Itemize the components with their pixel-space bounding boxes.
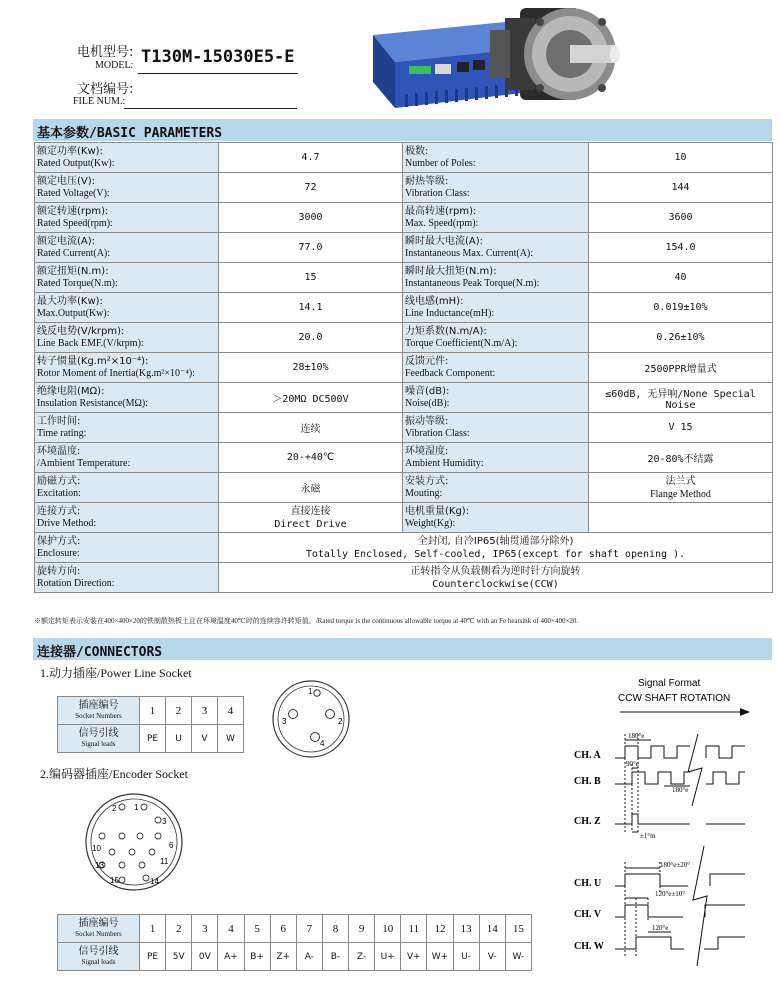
ch-u-wave bbox=[615, 874, 688, 886]
power-pin-table bbox=[57, 696, 244, 753]
param-value: 0.26±10% bbox=[589, 323, 773, 353]
encoder-number-row bbox=[58, 915, 532, 943]
param-row bbox=[35, 293, 773, 323]
power-num-cell: 3 bbox=[192, 697, 218, 725]
encoder-num-cell: 15 bbox=[505, 915, 531, 943]
param-value: 直接连接 Direct Drive bbox=[219, 503, 403, 533]
channel-label: CH. U bbox=[574, 878, 602, 889]
basic-parameters-table bbox=[34, 142, 773, 593]
model-label-cn: 电机型号: bbox=[77, 45, 134, 60]
channel-label: CH. A bbox=[574, 750, 601, 761]
power-sig-cell: U bbox=[166, 725, 192, 753]
encoder-signal-row bbox=[58, 943, 532, 971]
param-key: 噪音(dB): Noise(dB): bbox=[403, 383, 589, 413]
param-value: ≤60dB, 无异响/None Special Noise bbox=[589, 383, 773, 413]
connectors-title: 连接器/CONNECTORS bbox=[37, 645, 163, 660]
encoder-pin-label: 14 bbox=[150, 877, 159, 886]
param-value: 全封闭, 自冷IP65(轴贯通部分除外) Totally Enclosed, Self-cooled, IP65(except for shaft opening ). bbox=[219, 533, 773, 563]
param-key: 额定转速(rpm): Rated Speed(rpm): bbox=[35, 203, 219, 233]
param-key: 旋转方向: Rotation Direction: bbox=[35, 563, 219, 593]
param-value: 15 bbox=[219, 263, 403, 293]
servo-motor-icon bbox=[490, 8, 620, 100]
encoder-sig-cell: W- bbox=[505, 943, 531, 971]
encoder-sig-cell: 0V bbox=[192, 943, 218, 971]
param-key: 最高转速(rpm): Max. Speed(rpm): bbox=[403, 203, 589, 233]
power-num-cell: 1 bbox=[140, 697, 166, 725]
product-image bbox=[365, 0, 625, 115]
channel-label: CH. B bbox=[574, 776, 601, 787]
param-key: 瞬时最大电流(A): Instantaneous Max. Current(A): bbox=[403, 233, 589, 263]
param-value: 法兰式 Flange Method bbox=[589, 473, 773, 503]
param-value: 40 bbox=[589, 263, 773, 293]
param-value: 14.1 bbox=[219, 293, 403, 323]
param-key: 安装方式: Mouting: bbox=[403, 473, 589, 503]
encoder-header-numbers: 插座编号 Socket Numbers bbox=[58, 915, 140, 943]
param-value: 4.7 bbox=[219, 143, 403, 173]
phase-annotation: 180°e bbox=[672, 786, 689, 794]
basic-parameters-header bbox=[33, 119, 772, 141]
encoder-sig-cell: W+ bbox=[427, 943, 453, 971]
encoder-socket-diagram bbox=[82, 790, 186, 894]
param-key: 额定功率(Kw): Rated Output(Kw): bbox=[35, 143, 219, 173]
param-value: 154.0 bbox=[589, 233, 773, 263]
param-key: 瞬时最大扭矩(N.m): Instantaneous Peak Torque(N.m): bbox=[403, 263, 589, 293]
param-row-wide bbox=[35, 533, 773, 563]
param-row bbox=[35, 233, 773, 263]
encoder-sig-cell: U- bbox=[453, 943, 479, 971]
param-row bbox=[35, 173, 773, 203]
basic-parameters-title: 基本参数/BASIC PARAMETERS bbox=[37, 126, 223, 141]
encoder-num-cell: 10 bbox=[375, 915, 401, 943]
param-value: 3000 bbox=[219, 203, 403, 233]
param-key: 反馈元件: Feedback Component: bbox=[403, 353, 589, 383]
encoder-num-cell: 5 bbox=[244, 915, 270, 943]
signal-format-diagram bbox=[560, 672, 770, 992]
signal-subtitle: CCW SHAFT ROTATION bbox=[618, 693, 731, 704]
encoder-sig-cell: Z+ bbox=[270, 943, 296, 971]
param-value: 20-+40℃ bbox=[219, 443, 403, 473]
param-key: 绝缘电阻(MΩ): Insulation Resistance(MΩ): bbox=[35, 383, 219, 413]
encoder-sig-cell: PE bbox=[140, 943, 166, 971]
phase-annotation: 180°e bbox=[628, 732, 645, 740]
param-value: 10 bbox=[589, 143, 773, 173]
ch-a-wave bbox=[615, 746, 690, 758]
model-label-en: MODEL: bbox=[95, 60, 134, 71]
param-row bbox=[35, 323, 773, 353]
ch-b-wave bbox=[615, 772, 690, 784]
encoder-sig-cell: V+ bbox=[401, 943, 427, 971]
encoder-pin-label: 10 bbox=[92, 844, 101, 853]
power-number-row bbox=[58, 697, 244, 725]
direction-arrow-icon bbox=[740, 708, 750, 716]
param-row bbox=[35, 143, 773, 173]
channel-label: CH. V bbox=[574, 909, 602, 920]
encoder-pin-label: 2 bbox=[112, 804, 117, 813]
power-header-numbers: 插座编号 Socket Numbers bbox=[58, 697, 140, 725]
file-label-en: FILE NUM.: bbox=[73, 96, 126, 107]
file-label-cn: 文档编号: bbox=[77, 82, 134, 97]
param-value: ＞20MΩ DC500V bbox=[219, 383, 403, 413]
param-key: 极数: Number of Poles: bbox=[403, 143, 589, 173]
ch-z-wave bbox=[615, 814, 690, 824]
param-value: 0.019±10% bbox=[589, 293, 773, 323]
param-key: 额定电压(V): Rated Voltage(V): bbox=[35, 173, 219, 203]
param-value: 72 bbox=[219, 173, 403, 203]
param-value: 连续 bbox=[219, 413, 403, 443]
param-value: 144 bbox=[589, 173, 773, 203]
power-socket-diagram bbox=[270, 678, 352, 760]
encoder-sig-cell: Z- bbox=[349, 943, 375, 971]
connectors-header bbox=[33, 638, 772, 660]
param-key: 振动等级: Vibration Class: bbox=[403, 413, 589, 443]
phase-annotation: 120°e±10° bbox=[655, 890, 686, 898]
power-sig-cell: V bbox=[192, 725, 218, 753]
break-mark bbox=[688, 734, 702, 806]
param-row bbox=[35, 353, 773, 383]
param-value: 77.0 bbox=[219, 233, 403, 263]
signal-title: Signal Format bbox=[638, 678, 701, 689]
param-key: 电机重量(Kg): Weight(Kg): bbox=[403, 503, 589, 533]
encoder-pin-label: 13 bbox=[95, 861, 104, 870]
file-underline bbox=[124, 80, 297, 109]
param-key: 励磁方式: Excitation: bbox=[35, 473, 219, 503]
power-sig-cell: PE bbox=[140, 725, 166, 753]
param-key: 额定扭矩(N.m): Rated Torque(N.m): bbox=[35, 263, 219, 293]
power-sig-cell: W bbox=[218, 725, 244, 753]
param-key: 环境湿度: Ambient Humidity: bbox=[403, 443, 589, 473]
param-row bbox=[35, 383, 773, 413]
param-row bbox=[35, 263, 773, 293]
phase-annotation: 180°e±20° bbox=[660, 861, 691, 869]
param-value: 20-80%不结露 bbox=[589, 443, 773, 473]
rated-torque-note: ※额定转矩表示安装在400×400×20的铁制散热板上且在环境温度40℃时的连续容许转矩值。/Rated torque is the continuous allowable torque at 40℃ with an Fe heatsink of 400×400×20. bbox=[34, 617, 579, 625]
phase-annotation: 90°e bbox=[626, 760, 639, 768]
param-key: 最大功率(Kw): Max.Output(Kw): bbox=[35, 293, 219, 323]
encoder-num-cell: 11 bbox=[401, 915, 427, 943]
encoder-sig-cell: 5V bbox=[166, 943, 192, 971]
encoder-sig-cell: B+ bbox=[244, 943, 270, 971]
encoder-num-cell: 12 bbox=[427, 915, 453, 943]
phase-annotation: ±1°m bbox=[640, 832, 656, 840]
encoder-pin-table bbox=[57, 914, 532, 971]
param-value: V 15 bbox=[589, 413, 773, 443]
param-key: 耐热等级: Vibration Class: bbox=[403, 173, 589, 203]
phase-annotation: 120°e bbox=[652, 924, 669, 932]
encoder-sig-cell: B- bbox=[322, 943, 348, 971]
power-socket-title: 1.动力插座/Power Line Socket bbox=[40, 666, 192, 680]
power-pin-label: 3 bbox=[282, 717, 287, 726]
param-key: 额定电流(A): Rated Current(A): bbox=[35, 233, 219, 263]
power-num-cell: 2 bbox=[166, 697, 192, 725]
power-signal-row bbox=[58, 725, 244, 753]
power-pin-label: 1 bbox=[308, 687, 313, 696]
param-key: 力矩系数(N.m/A): Torque Coefficient(N.m/A): bbox=[403, 323, 589, 353]
power-num-cell: 4 bbox=[218, 697, 244, 725]
encoder-num-cell: 1 bbox=[140, 915, 166, 943]
encoder-pin-label: 11 bbox=[160, 857, 169, 866]
param-key: 线反电势(V/krpm): Line Back EMF.(V/krpm): bbox=[35, 323, 219, 353]
encoder-num-cell: 3 bbox=[192, 915, 218, 943]
encoder-socket-title: 2.编码器插座/Encoder Socket bbox=[40, 767, 188, 781]
encoder-num-cell: 8 bbox=[322, 915, 348, 943]
param-value: 3600 bbox=[589, 203, 773, 233]
param-key: 线电感(mH): Line Inductance(mH): bbox=[403, 293, 589, 323]
param-key: 转子惯量(Kg.m²×10⁻⁴): Rotor Moment of Inertia(Kg.m²×10⁻⁴): bbox=[35, 353, 219, 383]
encoder-num-cell: 6 bbox=[270, 915, 296, 943]
encoder-sig-cell: U+ bbox=[375, 943, 401, 971]
param-value: 正转指令从负载侧看为逆时针方向旋转 Counterclockwise(CCW) bbox=[219, 563, 773, 593]
encoder-pin-label: 6 bbox=[169, 841, 174, 850]
param-row bbox=[35, 503, 773, 533]
encoder-pin-label: 3 bbox=[162, 817, 167, 826]
param-key: 工作时间: Time rating: bbox=[35, 413, 219, 443]
encoder-num-cell: 13 bbox=[453, 915, 479, 943]
param-value: 28±10% bbox=[219, 353, 403, 383]
param-value bbox=[589, 503, 773, 533]
power-pin-label: 2 bbox=[338, 717, 343, 726]
param-value: 2500PPR增量式 bbox=[589, 353, 773, 383]
power-header-signals: 信号引线 Signal leads bbox=[58, 725, 140, 753]
encoder-num-cell: 4 bbox=[218, 915, 244, 943]
encoder-num-cell: 9 bbox=[349, 915, 375, 943]
param-row bbox=[35, 443, 773, 473]
channel-label: CH. Z bbox=[574, 816, 601, 827]
param-value: 20.0 bbox=[219, 323, 403, 353]
model-value: T130M-15030E5-E bbox=[141, 47, 295, 67]
encoder-sig-cell: A- bbox=[296, 943, 322, 971]
encoder-num-cell: 7 bbox=[296, 915, 322, 943]
param-row bbox=[35, 473, 773, 503]
param-row-wide bbox=[35, 563, 773, 593]
param-key: 环境温度: /Ambient Temperature: bbox=[35, 443, 219, 473]
channel-label: CH. W bbox=[574, 941, 604, 952]
param-key: 保护方式: Enclosure: bbox=[35, 533, 219, 563]
encoder-num-cell: 2 bbox=[166, 915, 192, 943]
param-row bbox=[35, 203, 773, 233]
encoder-pin-label: 15 bbox=[110, 876, 119, 885]
encoder-sig-cell: A+ bbox=[218, 943, 244, 971]
encoder-num-cell: 14 bbox=[479, 915, 505, 943]
param-row bbox=[35, 413, 773, 443]
param-value: 永磁 bbox=[219, 473, 403, 503]
power-pin-label: 4 bbox=[320, 739, 325, 748]
encoder-pin-label: 1 bbox=[134, 803, 139, 812]
encoder-sig-cell: V- bbox=[479, 943, 505, 971]
encoder-header-signals: 信号引线 Signal leads bbox=[58, 943, 140, 971]
param-key: 连接方式: Drive Method: bbox=[35, 503, 219, 533]
